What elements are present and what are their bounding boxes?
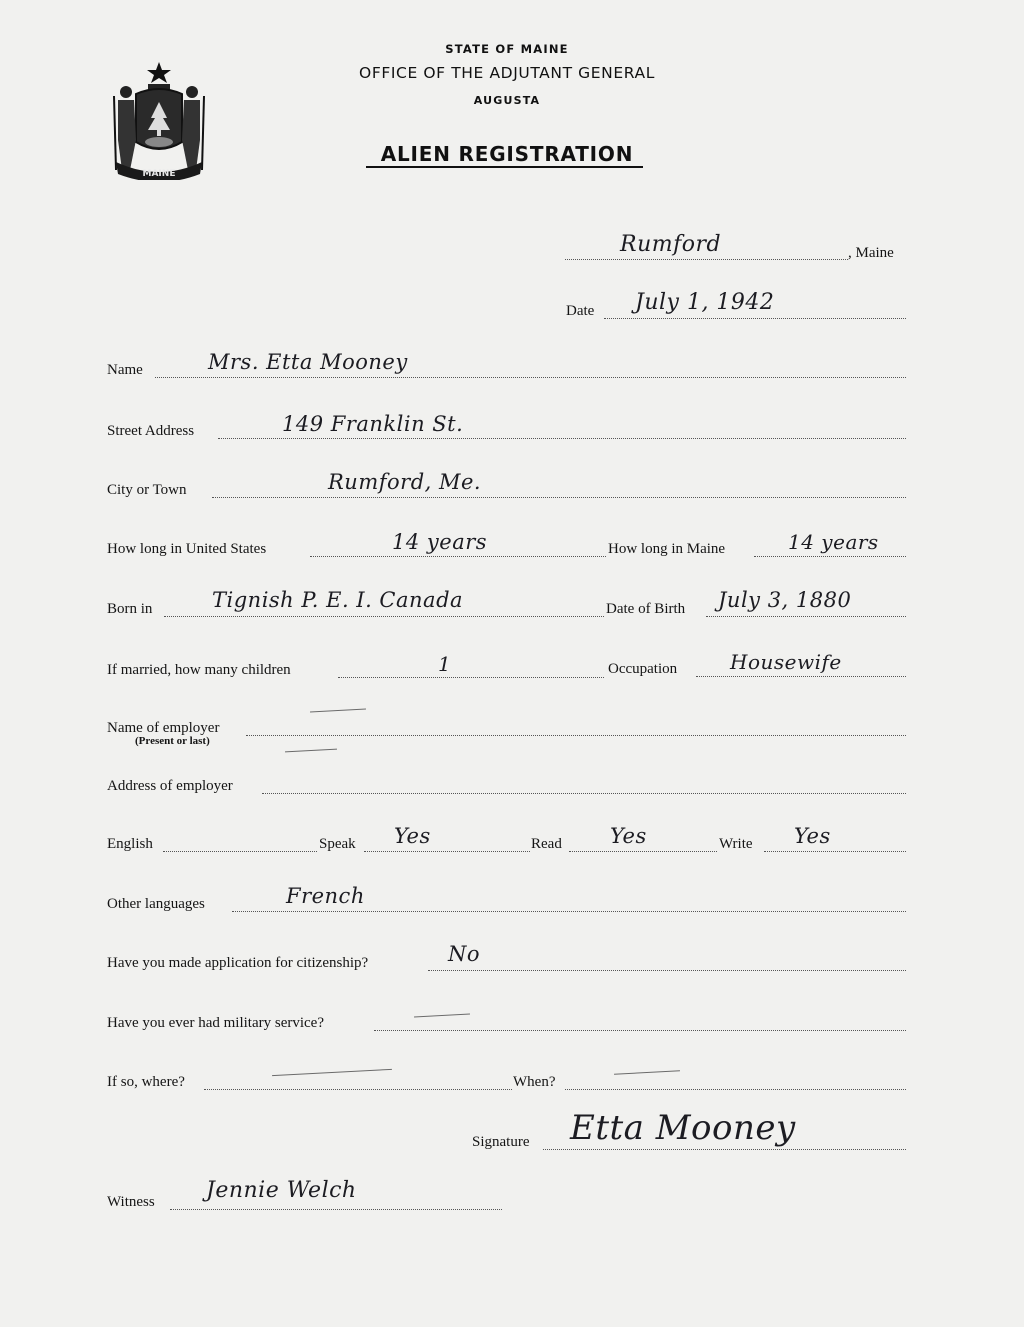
employer-name-dash xyxy=(310,709,366,713)
speak-line xyxy=(364,851,530,852)
other-languages-line xyxy=(232,911,906,912)
citizenship-line xyxy=(428,970,906,971)
header-office: OFFICE OF THE ADJUTANT GENERAL xyxy=(359,64,655,82)
town-value: Rumford xyxy=(620,232,722,257)
city-value: Rumford, Me. xyxy=(328,470,482,494)
signature-value: Etta Mooney xyxy=(570,1108,796,1148)
when-line xyxy=(565,1089,906,1090)
how-long-maine-line xyxy=(754,556,906,557)
name-line xyxy=(155,377,906,378)
date-value: July 1, 1942 xyxy=(635,290,775,315)
where-dash xyxy=(272,1069,392,1076)
street-address-value: 149 Franklin St. xyxy=(282,412,464,436)
occupation-value: Housewife xyxy=(730,650,842,674)
employer-address-line xyxy=(262,793,906,794)
write-value: Yes xyxy=(794,824,831,848)
military-label: Have you ever had military service? xyxy=(107,1015,324,1031)
other-languages-value: French xyxy=(286,884,365,908)
speak-value: Yes xyxy=(394,824,431,848)
occupation-label: Occupation xyxy=(608,661,678,677)
how-long-us-line xyxy=(310,556,606,557)
name-value: Mrs. Etta Mooney xyxy=(208,350,408,374)
name-label: Name xyxy=(107,362,143,378)
citizenship-value: No xyxy=(448,942,481,966)
city-line xyxy=(212,497,906,498)
employer-name-label: Name of employer xyxy=(107,720,220,736)
english-label: English xyxy=(107,836,153,852)
read-label: Read xyxy=(531,836,562,852)
military-line xyxy=(374,1030,906,1031)
other-languages-label: Other languages xyxy=(107,896,205,912)
citizenship-label: Have you made application for citizenship? xyxy=(107,955,369,971)
employer-sub-label: (Present or last) xyxy=(135,735,210,747)
maine-state-seal xyxy=(108,58,210,180)
signature-label: Signature xyxy=(472,1134,530,1150)
where-label: If so, where? xyxy=(107,1074,185,1090)
how-long-us-value: 14 years xyxy=(392,530,488,554)
date-line xyxy=(604,318,906,319)
seal-banner-text: MAINE xyxy=(142,169,176,179)
city-label: City or Town xyxy=(107,482,187,498)
town-line xyxy=(565,259,848,260)
title-underline xyxy=(366,166,643,168)
write-label: Write xyxy=(719,836,753,852)
how-long-maine-label: How long in Maine xyxy=(608,541,726,557)
children-line xyxy=(338,677,604,678)
write-line xyxy=(764,851,906,852)
when-dash xyxy=(614,1070,680,1074)
witness-label: Witness xyxy=(107,1194,155,1210)
date-of-birth-label: Date of Birth xyxy=(606,601,686,617)
how-long-us-label: How long in United States xyxy=(107,541,267,557)
when-label: When? xyxy=(513,1074,556,1090)
signature-line xyxy=(543,1149,906,1150)
born-in-label: Born in xyxy=(107,601,153,617)
children-value: 1 xyxy=(438,652,452,676)
header-state: STATE OF MAINE xyxy=(445,42,569,56)
date-of-birth-value: July 3, 1880 xyxy=(718,588,852,612)
employer-address-label: Address of employer xyxy=(107,778,233,794)
military-dash xyxy=(414,1014,470,1018)
read-value: Yes xyxy=(610,824,647,848)
employer-name-line xyxy=(246,735,906,736)
street-address-label: Street Address xyxy=(107,423,195,439)
born-in-value: Tignish P. E. I. Canada xyxy=(212,588,464,612)
maine-label: , Maine xyxy=(848,245,894,261)
date-of-birth-line xyxy=(706,616,906,617)
children-label: If married, how many children xyxy=(107,662,291,678)
how-long-maine-value: 14 years xyxy=(788,530,879,554)
date-label: Date xyxy=(566,303,595,319)
form-title: ALIEN REGISTRATION xyxy=(380,142,634,166)
employer-sub-dash xyxy=(285,749,337,753)
street-address-line xyxy=(218,438,906,439)
where-line xyxy=(204,1089,512,1090)
witness-line xyxy=(170,1209,502,1210)
english-line xyxy=(163,851,317,852)
speak-label: Speak xyxy=(319,836,356,852)
occupation-line xyxy=(696,676,906,677)
born-in-line xyxy=(164,616,604,617)
header-city: AUGUSTA xyxy=(473,94,541,107)
witness-value: Jennie Welch xyxy=(206,1178,357,1203)
read-line xyxy=(569,851,717,852)
